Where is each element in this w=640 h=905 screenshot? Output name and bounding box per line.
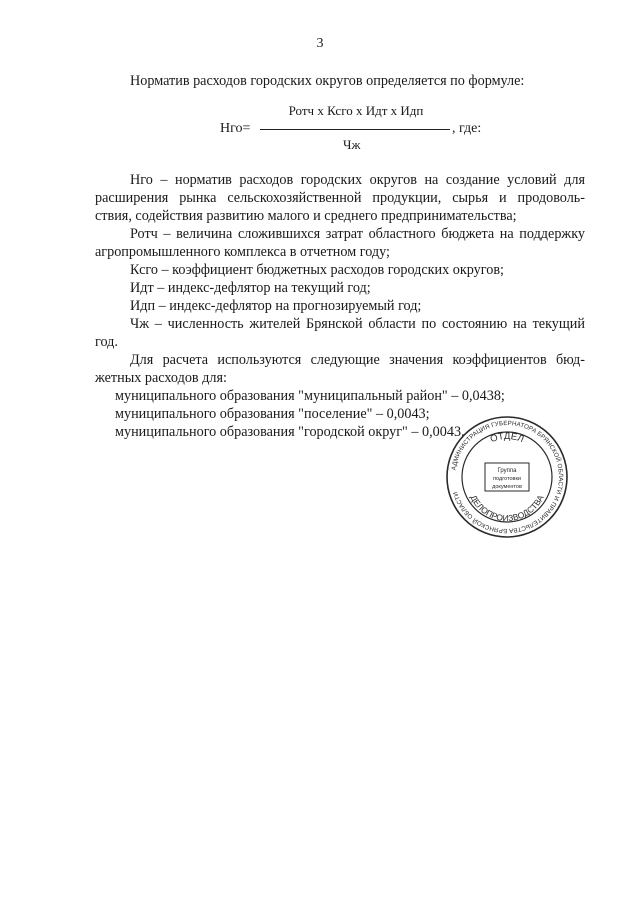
coefficient-item: муниципального образования "муниципальный район" – 0,0438; (115, 388, 505, 404)
stamp-center-line2: подготовки (493, 476, 521, 482)
stamp-center-line1: Группа (497, 468, 517, 474)
definition-chzh-line2: год. (95, 334, 118, 350)
definition-rotch-line1: Ротч – величина сложившихся затрат областного бюджета на поддержку (130, 226, 585, 242)
definition-chzh-line1: Чж – численность жителей Брянской области по состоянию на текущий (130, 316, 585, 332)
coefficient-item: муниципального образования "городской округ" – 0,0043. (115, 424, 465, 440)
definition-ngo-line1: Нго – норматив расходов городских округов на создание условий для (130, 172, 585, 188)
coefficient-item: муниципального образования "поселение" – 0,0043; (115, 406, 430, 422)
stamp-center-line3: документов (492, 484, 522, 490)
svg-text:ОТДЕЛ (489, 431, 525, 445)
formula-fraction-bar (260, 129, 450, 130)
official-stamp (445, 415, 569, 539)
formula-tail: , где: (452, 121, 482, 136)
formula-numerator: Ротч х Ксго х Идт х Идп (288, 103, 424, 118)
svg-text:ДЕЛОПРОИЗВОДСТВА (468, 493, 545, 523)
definition-idp: Идп – индекс-дефлятор на прогнозируемый год; (130, 298, 422, 314)
calculation-intro-line2: жетных расходов для: (95, 370, 227, 386)
definition-ngo-line2: расширения рынка сельскохозяйственной продукции, сырья и продоволь- (95, 190, 585, 206)
stamp-top-text: ОТДЕЛ (488, 430, 526, 446)
definition-rotch-line2: агропромышленного комплекса в отчетном году; (95, 244, 390, 260)
stamp-bottom-text: ДЕЛОПРОИЗВОДСТВА (468, 493, 546, 524)
formula-lhs: Нго= (220, 121, 251, 136)
formula-denominator: Чж (343, 137, 361, 152)
formula-intro: Норматив расходов городских округов определяется по формуле: (130, 73, 525, 89)
definition-ngo-line3: ствия, содействия развитию малого и среднего предпринимательства; (95, 208, 517, 224)
definition-ksgo: Ксго – коэффициент бюджетных расходов городских округов; (130, 262, 504, 278)
page-number: 3 (316, 36, 324, 51)
calculation-intro-line1: Для расчета используются следующие значения коэффициентов бюд- (130, 352, 585, 368)
definition-idt: Идт – индекс-дефлятор на текущий год; (130, 280, 371, 296)
stamp-outer-text: АДМИНИСТРАЦИЯ ГУБЕРНАТОРА БРЯНСКОЙ ОБЛАСТИ И ПРАВИТЕЛЬСТВА БРЯНСКОЙ ОБЛАСТИ (450, 419, 565, 535)
